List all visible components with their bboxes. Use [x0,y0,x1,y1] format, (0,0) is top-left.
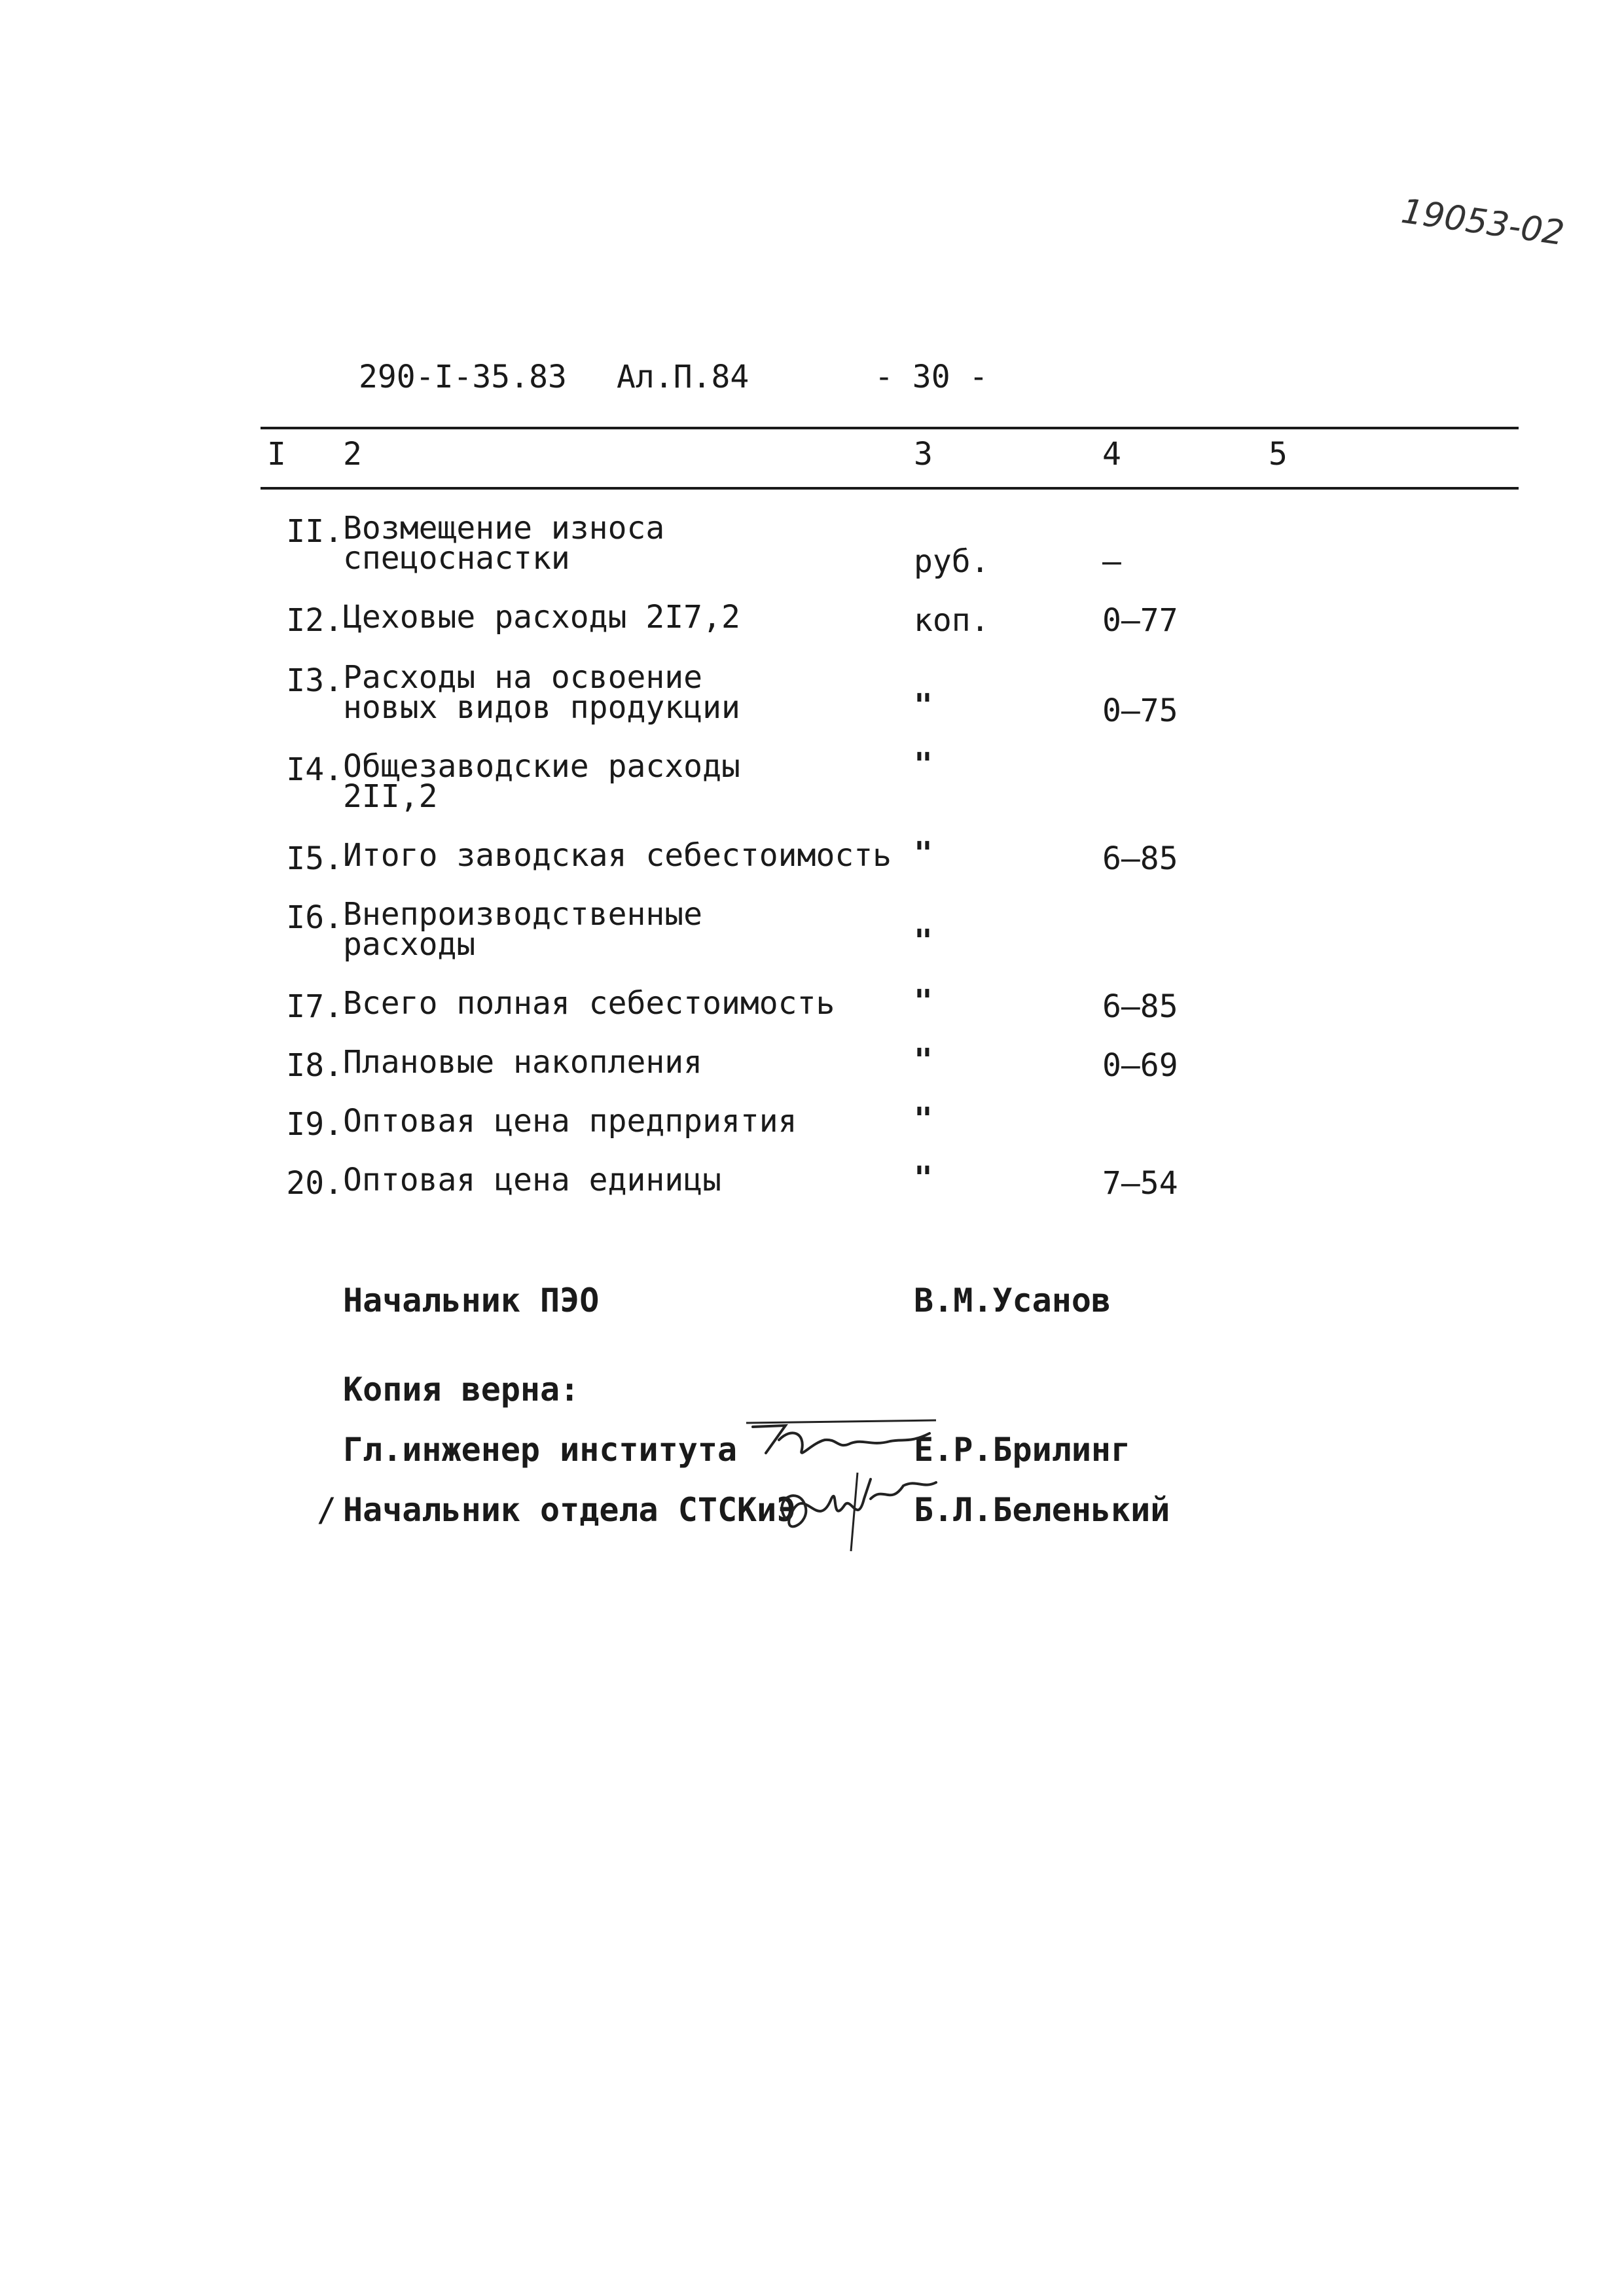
row-description: Плановые накопления [343,1044,703,1081]
row-value: 6–85 [1102,840,1178,877]
column-header-1: I [267,436,286,473]
column-header-2: 2 [343,436,362,473]
row-unit: руб. [914,543,990,580]
document-code: 290-I-35.83 [359,359,567,395]
row-number: I8. [286,1047,343,1084]
page-number: - 30 - [875,359,988,395]
row-description: Всего полная себестоимость [343,985,835,1022]
row-number: I9. [286,1106,343,1143]
row-unit: " [914,1101,933,1138]
chief-engineer-title: Гл.инженер института [343,1431,738,1469]
row-description: Оптовая цена предприятия [343,1103,797,1139]
column-header-4: 4 [1102,436,1121,473]
row-number: I6. [286,899,343,936]
row-unit: " [914,687,933,724]
row-number: I2. [286,602,343,639]
row-value: 0–69 [1102,1047,1178,1084]
row-unit: " [914,983,933,1020]
row-unit: " [914,1160,933,1196]
row-number: I7. [286,988,343,1025]
row-unit: коп. [914,602,990,639]
row-value: 0–75 [1102,692,1178,729]
album-number: Ал.П.84 [617,359,749,395]
row-description: Оптовая цена единицы [343,1162,721,1198]
row-description: Итого заводская себестоимость [343,837,892,874]
column-header-5: 5 [1269,436,1288,473]
document-number-stamp: 19053-02 [1399,191,1567,254]
row-description: Возмещение износа спецоснастки [343,510,665,577]
row-description: Цеховые расходы 2I7,2 [343,599,740,636]
row-unit: " [914,923,933,960]
department-head-title: Начальник отдела СТСКиЭ [343,1491,797,1529]
pea-head-name: В.М.Усанов [914,1282,1111,1319]
row-number: 20. [286,1165,343,1202]
table-header-rule [261,487,1519,490]
pea-head-title: Начальник ПЭО [343,1282,600,1319]
row-unit: " [914,746,933,783]
column-header-3: 3 [914,436,933,473]
row-number: I3. [286,662,343,699]
slash-mark: / [317,1491,337,1529]
row-description: Расходы на освоение новых видов продукции [343,659,740,726]
row-value: – [1102,543,1121,580]
row-number: II. [286,513,343,550]
row-value: 7–54 [1102,1165,1178,1202]
row-description: Внепроизводственные расходы [343,896,703,963]
department-head-name: Б.Л.Беленький [914,1491,1170,1529]
row-number: I4. [286,751,343,788]
row-value: 6–85 [1102,988,1178,1025]
table-top-rule [261,427,1519,429]
copy-certified-note: Копия верна: [343,1371,580,1408]
row-unit: " [914,835,933,872]
row-value: 0–77 [1102,602,1178,639]
row-number: I5. [286,840,343,877]
row-description: Общезаводские расходы 2II,2 [343,748,740,815]
department-head-signature [759,1460,943,1558]
row-unit: " [914,1042,933,1079]
chief-engineer-name: Е.Р.Брилинг [914,1431,1131,1469]
